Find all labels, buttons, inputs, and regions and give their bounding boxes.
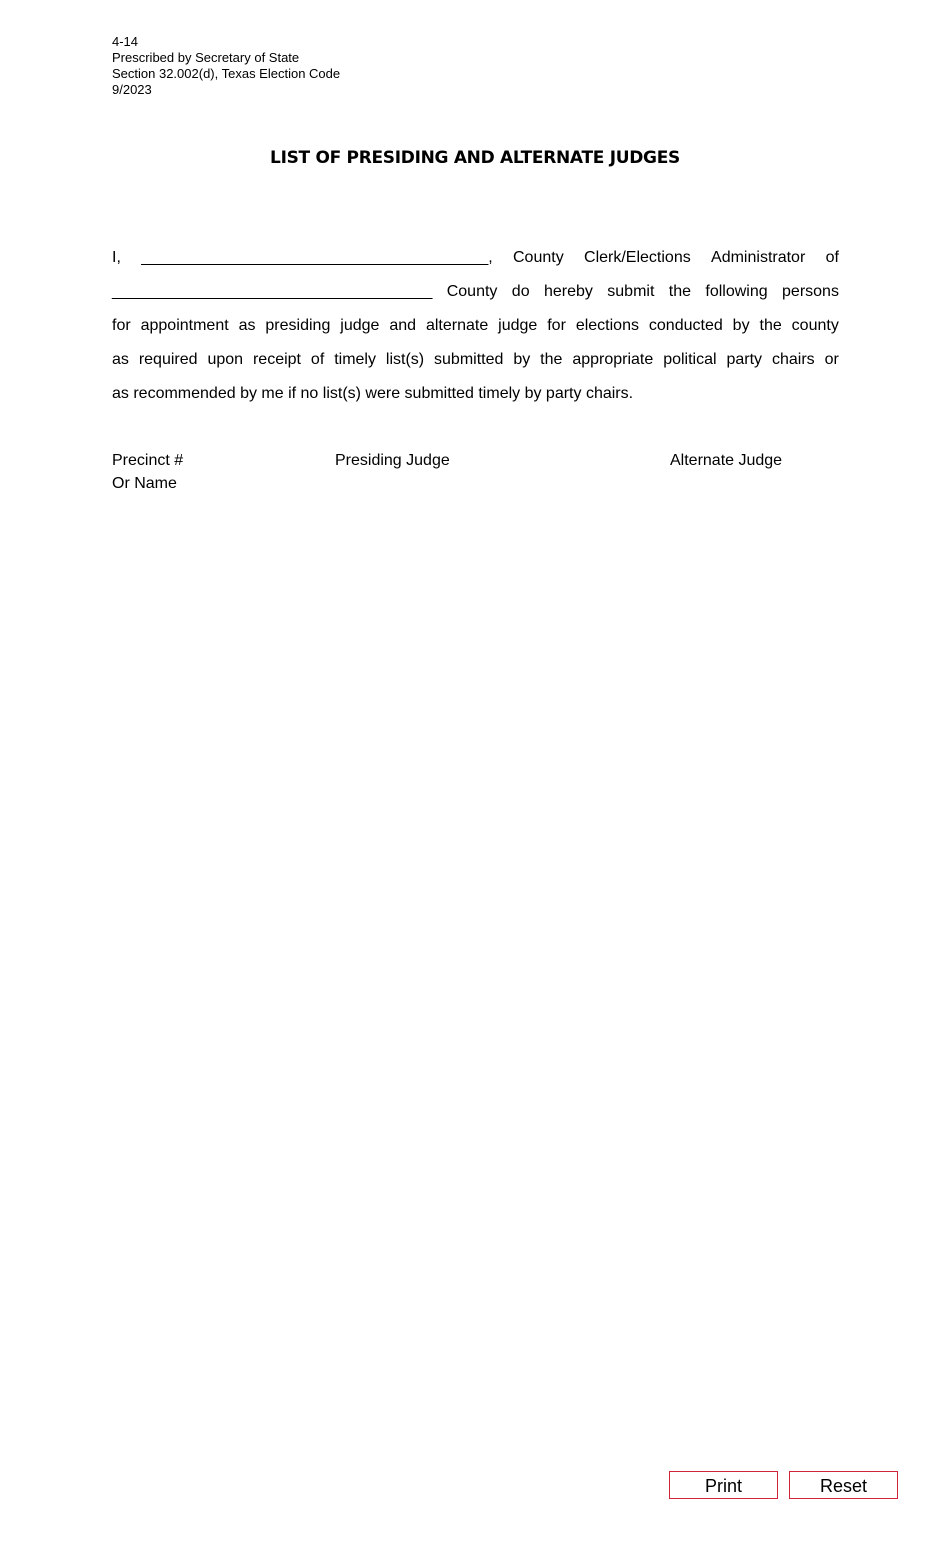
paragraph-word: of [825, 249, 839, 266]
paragraph-word: following [705, 283, 768, 300]
reset-button[interactable]: Reset [789, 1471, 898, 1499]
paragraph-word: upon [207, 351, 244, 368]
paragraph-line-2 [112, 275, 839, 309]
paragraph-word: appointment [140, 317, 229, 334]
form-number: 4-14 [112, 34, 139, 49]
paragraph-word: the [759, 317, 782, 334]
paragraph-word: I, [112, 249, 121, 266]
paragraph-word: elections [575, 317, 639, 334]
paragraph-line-1 [112, 241, 839, 275]
paragraph-word: judge [340, 317, 380, 334]
paragraph-word: required [138, 351, 198, 368]
paragraph-word: by [513, 351, 531, 368]
certification-paragraph [112, 241, 839, 411]
paragraph-word: or [824, 351, 839, 368]
precinct-header-line-1: Precinct # [112, 452, 184, 469]
paragraph-word: persons [782, 283, 839, 300]
paragraph-word: alternate [425, 317, 489, 334]
precinct-header-line-2: Or Name [112, 475, 177, 492]
paragraph-word: and [389, 317, 417, 334]
paragraph-word: ____________________________________ [112, 283, 433, 300]
paragraph-word: timely [334, 351, 376, 368]
paragraph-word: submitted [434, 351, 504, 368]
paragraph-word: as [112, 351, 129, 368]
presiding-judge-column-header: Presiding Judge [335, 452, 450, 469]
paragraph-word: appropriate [572, 351, 654, 368]
alternate-judge-column-header: Alternate Judge [670, 452, 783, 469]
form-header-meta [112, 34, 340, 98]
statute-section: Section 32.002(d), Texas Election Code [112, 66, 341, 81]
form-title: LIST OF PRESIDING AND ALTERNATE JUDGES [270, 148, 680, 168]
paragraph-word: County [446, 283, 498, 300]
paragraph-word: Clerk/Elections [584, 249, 691, 266]
paragraph-word: list(s) [385, 351, 425, 368]
paragraph-word: party [726, 351, 763, 368]
paragraph-word: _______________________________________, [141, 249, 493, 266]
paragraph-word: of [310, 351, 325, 368]
paragraph-word: the [668, 283, 692, 300]
paragraph-word: conducted [648, 317, 723, 334]
paragraph-word: hereby [543, 283, 593, 300]
form-date: 9/2023 [112, 82, 152, 97]
paragraph-word: as [238, 317, 256, 334]
paragraph-word: judge [498, 317, 538, 334]
paragraph-word: presiding [265, 317, 331, 334]
paragraph-word: by [732, 317, 750, 334]
paragraph-word: political [663, 351, 717, 368]
paragraph-line-4 [112, 343, 839, 377]
paragraph-word: chairs [771, 351, 815, 368]
paragraph-line-3 [112, 309, 839, 343]
paragraph-line-5: as recommended by me if no list(s) were submitted timely by party chairs. [112, 385, 634, 402]
paragraph-word: receipt [252, 351, 301, 368]
precinct-column-header [112, 449, 183, 495]
paragraph-word: the [540, 351, 563, 368]
paragraph-word: for [547, 317, 566, 334]
paragraph-word: county [791, 317, 839, 334]
paragraph-word: for [112, 317, 131, 334]
paragraph-word: County [513, 249, 564, 266]
prescribed-by: Prescribed by Secretary of State [112, 50, 300, 65]
paragraph-word: do [511, 283, 530, 300]
paragraph-word: Administrator [711, 249, 806, 266]
paragraph-word: submit [607, 283, 655, 300]
print-button[interactable]: Print [669, 1471, 778, 1499]
